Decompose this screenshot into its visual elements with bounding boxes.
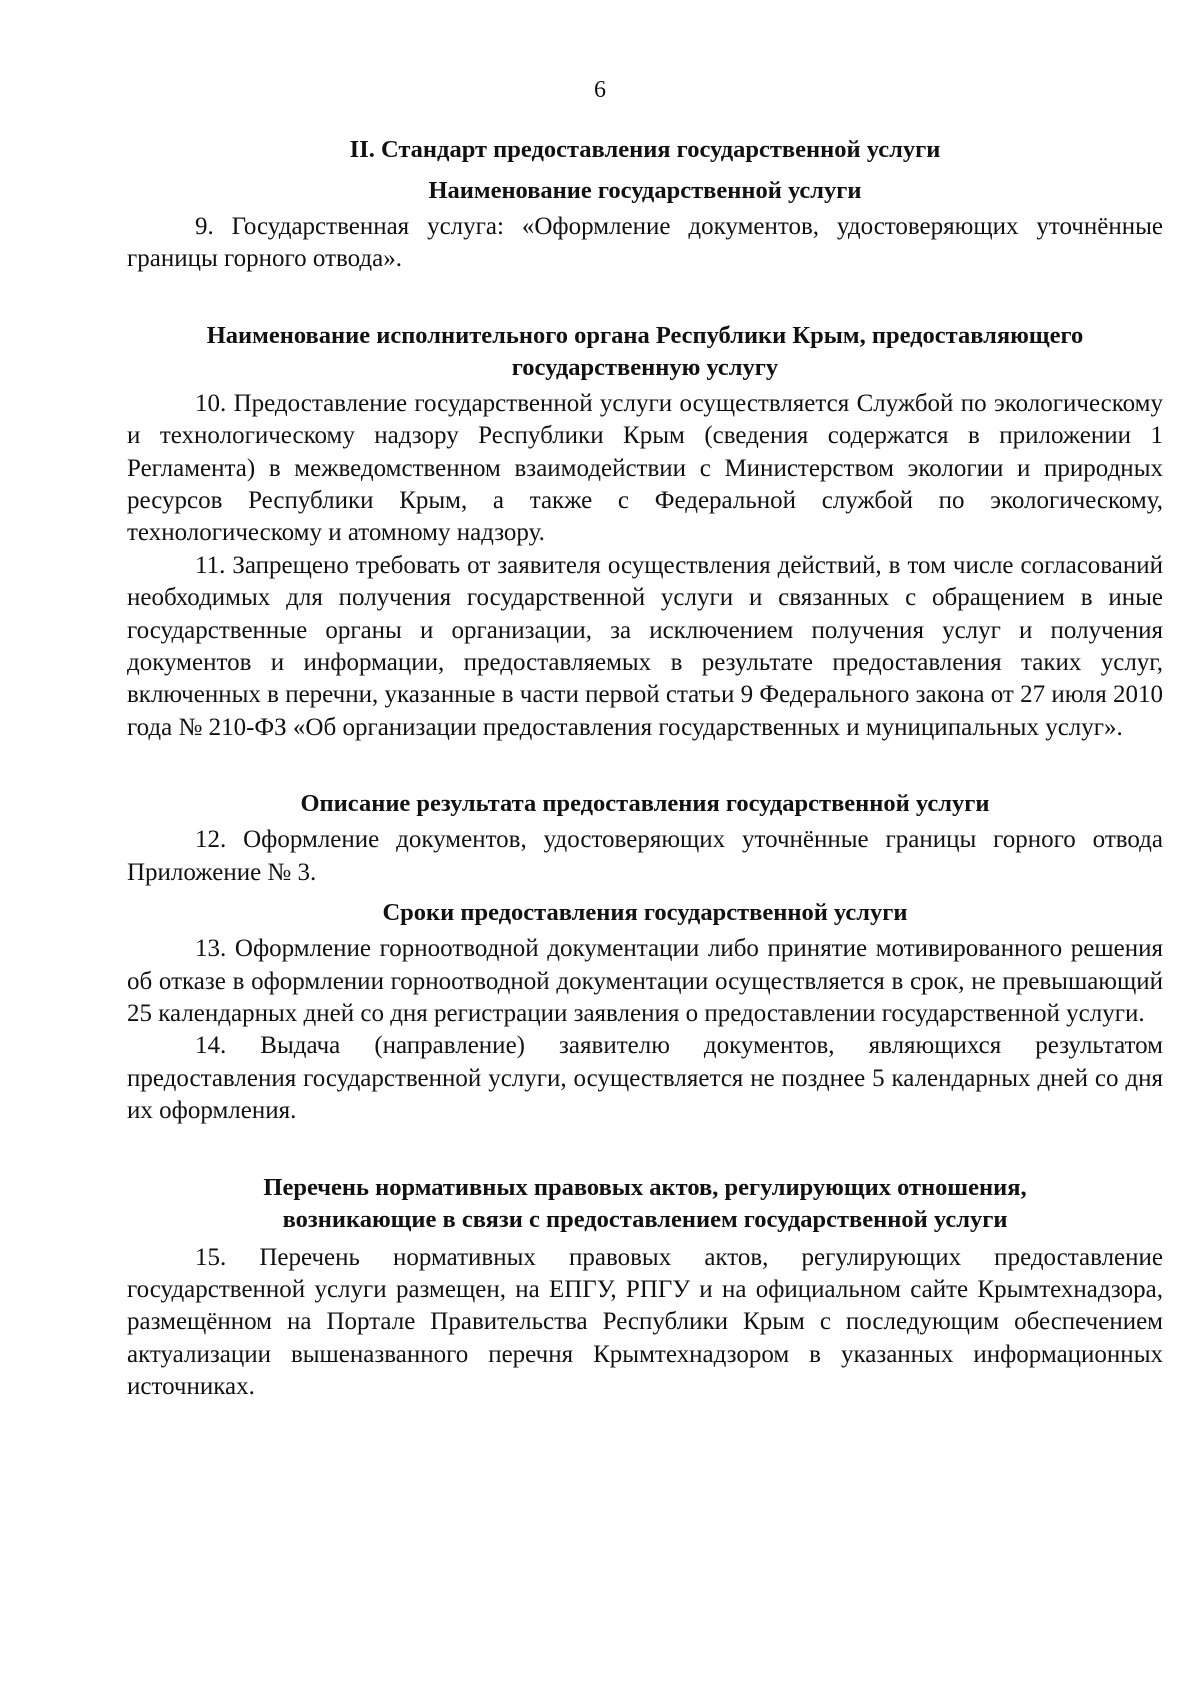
section-heading-legal-acts-line2: возникающие в связи с предоставлением государственной услуги: [282, 1205, 1008, 1233]
paragraph-14: 14. Выдача (направление) заявителю документов, являющихся результатом предоставления государственной услуги, осуществляется не позднее 5 календарных дней со дня их оформления.: [127, 1032, 1163, 1125]
paragraph-15: 15. Перечень нормативных правовых актов, регулирующих предоставление государственной услуги размещен, на ЕПГУ, РПГУ и на официальном сайте Крымтехнадзора, размещённом на Портале Правительства Республики Крым с последующим обеспечением актуализации вышеназванного перечня Крымтехнадзором в указанных информационных источниках.: [127, 1243, 1163, 1401]
paragraph-11: 11. Запрещено требовать от заявителя осуществления действий, в том числе согласований необходимых для получения государственной услуги и связанных с обращением в иные государственные органы и организации, за исключением получения услуг и получения документов и информации, предоставляемых в результате предоставления таких услуг, включенных в перечни, указанные в части первой статьи 9 Федерального закона от 27 июля 2010 года № 210-ФЗ «Об организации предоставления государственных и муниципальных услуг».: [127, 551, 1163, 741]
paragraph-9: 9. Государственная услуга: «Оформление документов, удостоверяющих уточнённые границы горного отвода».: [127, 213, 1163, 273]
document-body: [127, 134, 1163, 1404]
page-number: 6: [594, 77, 606, 103]
section-heading-legal-acts: [127, 1172, 1163, 1236]
section-heading-legal-acts-line1: Перечень нормативных правовых актов, регулирующих отношения,: [263, 1173, 1027, 1201]
paragraph-12: 12. Оформление документов, удостоверяющих уточнённые границы горного отвода Приложение № 3.: [127, 826, 1163, 886]
paragraph-13: 13. Оформление горноотводной документации либо принятие мотивированного решения об отказе в оформлении горноотводной документации осуществляется в срок, не превышающий 25 календарных дней со дня регистрации заявления о предоставлении государственной услуги.: [127, 935, 1163, 1027]
section-heading-result-description: Описание результата предоставления государственной услуги: [300, 790, 990, 818]
section-heading-terms: Сроки предоставления государственной услуги: [382, 899, 908, 927]
chapter-title: II. Стандарт предоставления государственной услуги: [349, 136, 941, 163]
section-heading-service-name: Наименование государственной услуги: [428, 177, 862, 204]
paragraph-10: 10. Предоставление государственной услуги осуществляется Службой по экологическому и технологическому надзору Республики Крым (сведения содержатся в приложении 1 Регламента) в межведомственном взаимодействии с Министерством экологии и природных ресурсов Республики Крым, а также с Федеральной службой по экологическому, технологическому и атомному надзору.: [127, 389, 1163, 547]
section-heading-executive-body: Наименование исполнительного органа Республики Крым, предоставляющего государственную услугу: [206, 321, 1084, 381]
